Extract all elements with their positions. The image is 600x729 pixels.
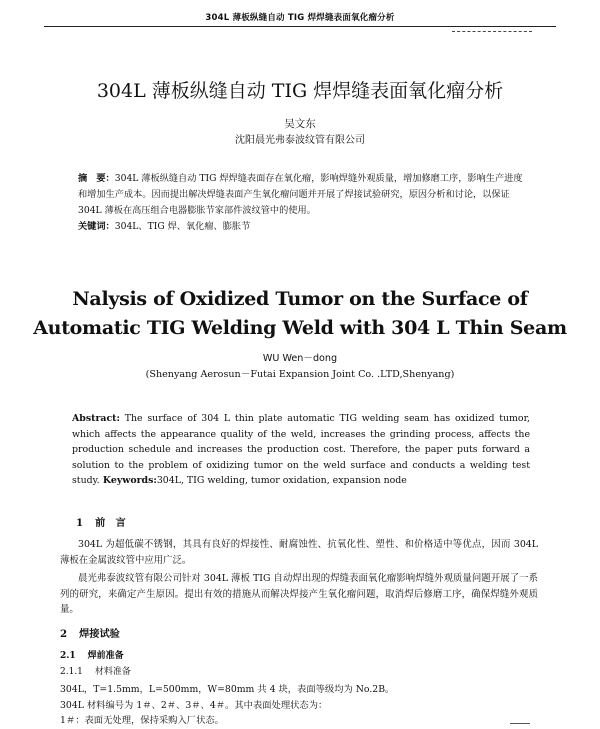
en-abstract	[72, 411, 530, 489]
en-keywords-text: 304L, TIG welding, tumor oxidation, expansion node	[156, 475, 407, 486]
cn-keywords-label: 关键词：	[78, 221, 115, 232]
subsection-2-1-title: 焊前准备	[87, 651, 124, 661]
section1-paragraph2: 晨光弗泰波纹管有限公司针对 304L 薄板 TIG 自动焊出现的焊缝表面氧化瘤影响焊缝外观质量问题开展了一系列的研究，来确定产生原因。提出有效的措施从而解决焊接产生氧化瘤问题，取消焊后修磨工序，确保焊缝外观质量。	[60, 573, 538, 615]
running-title: 304L 薄板纵缝自动 TIG 焊焊缝表面氧化瘤分析	[205, 13, 395, 23]
section1-paragraph1: 304L 为超低碳不锈钢，其具有良好的焊接性、耐腐蚀性、抗氧化性、塑性、和价格适中等优点，因而 304L 薄板在金属波纹管中应用广泛。	[60, 539, 538, 566]
section1-heading	[76, 514, 126, 529]
en-title	[0, 285, 600, 343]
cn-abstract-label: 摘 要：	[78, 173, 115, 184]
en-author: WU Wen－dong	[262, 353, 338, 364]
subsection-2-1-1-title: 材料准备	[94, 667, 131, 677]
header-rule	[44, 26, 556, 27]
subsection-2-1-1-heading	[60, 664, 131, 677]
cn-author: 吴文东	[284, 118, 316, 130]
cn-title: 304L 薄板纵缝自动 TIG 焊焊缝表面氧化瘤分析	[96, 80, 504, 102]
section1-title: 前 言	[95, 517, 126, 529]
en-affiliation: (Shenyang Aerosun－Futai Expansion Joint Co. .LTD,Shenyang)	[145, 369, 455, 380]
en-title-line2: Automatic TIG Welding Weld with 304 L Thin Seam	[33, 317, 567, 339]
header-dash-rule	[452, 31, 532, 32]
en-title-line1: Nalysis of Oxidized Tumor on the Surface of	[72, 288, 528, 310]
en-keywords-label: Keywords:	[99, 475, 157, 486]
footer-dash	[510, 723, 530, 724]
cn-keywords-text: 304L、TIG 焊、氧化瘤、膨胀节	[114, 221, 251, 232]
cn-abstract-text: 304L 薄板纵缝自动 TIG 焊焊缝表面存在氧化瘤，影响焊缝外观质量，增加修磨工序，影响生产进度和增加生产成本。因而提出解决焊缝表面产生氧化瘤问题并开展了焊接试验研究，原因分析和讨论，以保证 304L 薄板在高压组合电器膨胀节家部件波纹管中的使用。	[78, 173, 523, 216]
en-abstract-label: Abstract:	[72, 413, 120, 424]
material-numbering-line: 304L 材料编号为 1＃、2＃、3＃、4＃。其中表面处理状态为：	[60, 700, 328, 711]
section2-title: 焊接试验	[79, 628, 120, 640]
section2-number: 2	[60, 628, 68, 640]
en-abstract-text: The surface of 304 L thin plate automatic TIG welding seam has oxidized tumor, which affects the appearance quality of the weld, increases the grinding process, affects the production schedule and increases the production cost. Therefore, the paper puts forward a solution to the problem of oxidizing tumor on the weld surface and conducts a welding test study.	[72, 413, 530, 486]
material-spec-line: 304L，T=1.5mm，L=500mm，W=80mm 共 4 块，表面等级均为 No.2B。	[60, 684, 395, 695]
subsection-2-1-heading	[60, 648, 124, 661]
cn-abstract	[78, 171, 526, 235]
section2-heading	[60, 625, 120, 640]
surface-state-line: 1＃：表面无处理，保持采购入厂状态。	[60, 715, 224, 726]
subsection-2-1-number: 2.1	[60, 651, 76, 661]
cn-affiliation: 沈阳晨光弗泰波纹管有限公司	[235, 135, 365, 146]
subsection-2-1-1-number: 2.1.1	[60, 667, 83, 677]
section1-number: 1	[76, 517, 84, 529]
